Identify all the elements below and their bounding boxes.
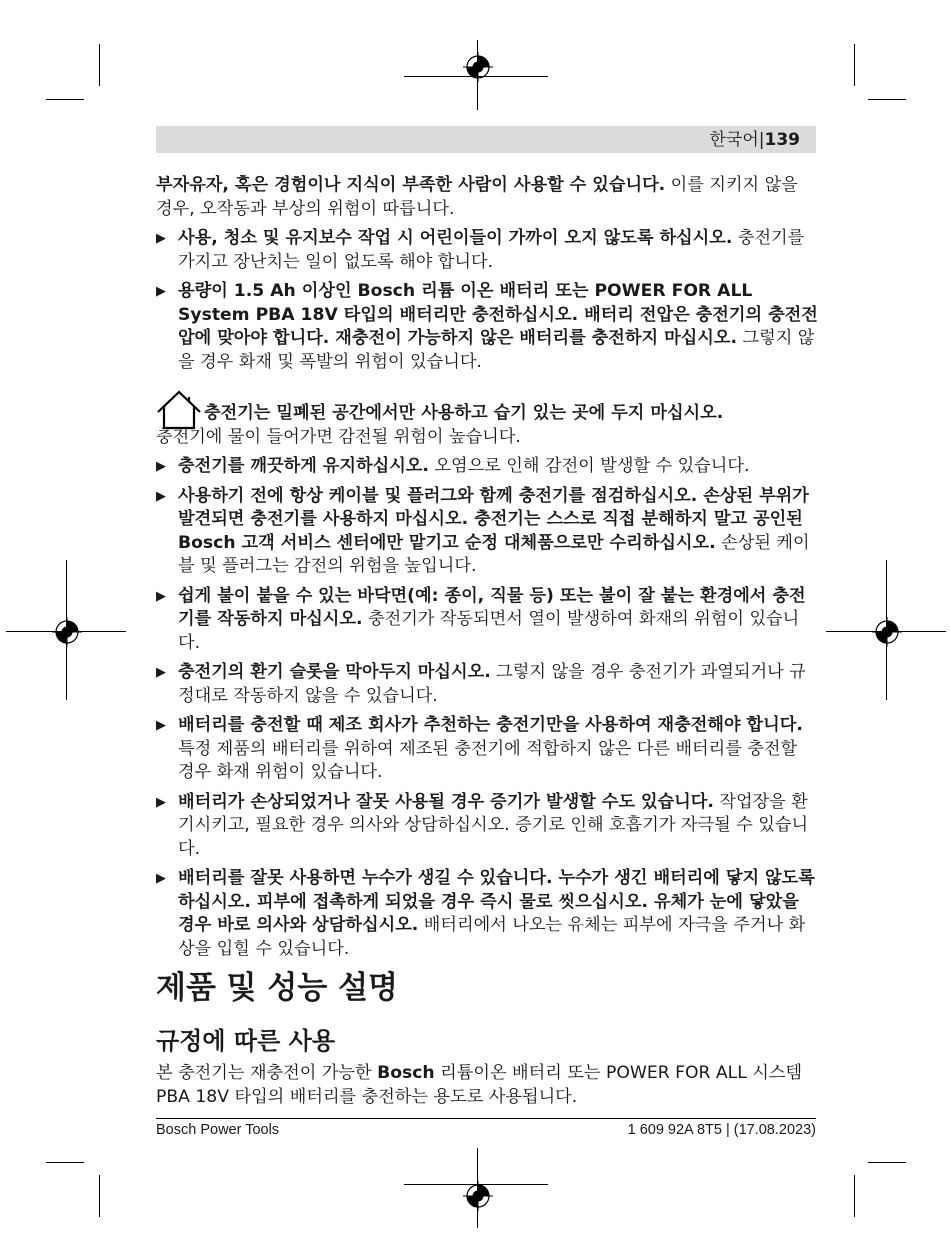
footer-doc-number: 1 609 92A 8T5 | (17.08.2023) <box>627 1122 816 1138</box>
registration-target-icon <box>463 52 493 82</box>
list-item-bold: 배터리가 손상되었거나 잘못 사용될 경우 증기가 발생할 수도 있습니다. <box>178 791 714 812</box>
header-language: 한국어 <box>709 130 759 150</box>
bullet-triangle-icon: ▶ <box>156 488 166 504</box>
list-item-bold: 사용, 청소 및 유지보수 작업 시 어린이들이 가까이 오지 않도록 하십시오. <box>178 228 733 248</box>
list-item <box>156 280 818 374</box>
bullet-triangle-icon: ▶ <box>156 794 166 810</box>
paragraph-text: 이를 지키지 않을 경우, 오작동과 부상의 위험이 따릅니다. <box>156 175 798 219</box>
bullet-triangle-icon: ▶ <box>156 588 166 604</box>
header-separator: | <box>758 130 765 150</box>
warning-bold: 충전기는 밀폐된 공간에서만 사용하고 습기 있는 곳에 두지 마십시오. <box>204 403 724 423</box>
list-item-bold: 충전기를 깨끗하게 유지하십시오. <box>178 456 429 476</box>
bullet-triangle-icon: ▶ <box>156 459 166 474</box>
list-item <box>156 227 818 274</box>
list-item-text: 작업장을 환기시키고, 필요한 경우 의사와 상담하십시오. 증기로 인해 호흡기가 자극될 수 있습니다. <box>178 791 809 859</box>
indoor-use-warning <box>156 402 818 449</box>
list-item-text: 손상된 케이블 및 플러그는 감전의 위험을 높입니다. <box>178 532 810 576</box>
list-item-text: 충전기가 작동되면서 열이 발생하여 화재의 위험이 있습니다. <box>178 609 800 653</box>
bullet-triangle-icon: ▶ <box>156 231 166 246</box>
bullet-triangle-icon: ▶ <box>156 665 166 680</box>
list-item <box>156 791 818 862</box>
list-item-text: 오염으로 인해 감전이 발생할 수 있습니다. <box>428 456 750 476</box>
registration-target-icon <box>52 617 82 647</box>
bullet-triangle-icon: ▶ <box>156 284 166 299</box>
list-item-text: 배터리에서 나오는 유체는 피부에 자극을 주거나 화상을 입힐 수 있습니다. <box>178 915 806 959</box>
registration-target-icon <box>463 1181 493 1211</box>
house-indoor-use-icon <box>156 390 202 434</box>
list-item-bold: 쉽게 불이 붙을 수 있는 바닥면(예: 종이, 직물 등) 또는 불이 잘 붙는 환경에서 충전기를 작동하지 마십시오. <box>178 585 806 629</box>
subsection-title: 규정에 따른 사용 <box>156 1027 335 1055</box>
footer-brand: Bosch Power Tools <box>156 1122 280 1138</box>
list-item <box>156 714 818 785</box>
list-item <box>156 455 818 479</box>
paragraph-bold: 부자유자, 혹은 경험이나 지식이 부족한 사람이 사용할 수 있습니다. <box>156 175 666 195</box>
list-item-bold: 배터리를 충전할 때 제조 회사가 추천하는 충전기만을 사용하여 재충전해야 합니다. <box>178 715 803 735</box>
list-item-bold: 용량이 1.5 Ah 이상인 Bosch 리튬 이온 배터리 또는 POWER FOR ALL System PBA 18V 타입의 배터리만 충전하십시오. 배터리 전압은 충전기의 충전전압에 맞아야 합니다. 재충전이 가능하지 않은 배터리를 충전하지 마십시오. <box>178 281 818 348</box>
bullet-triangle-icon: ▶ <box>156 718 166 733</box>
list-item <box>156 661 818 708</box>
list-item <box>156 867 818 961</box>
list-item <box>156 485 818 579</box>
section-title: 제품 및 성능 설명 <box>156 970 398 1006</box>
warning-text: 충전기에 물이 들어가면 감전될 위험이 높습니다. <box>156 426 521 447</box>
page-header <box>709 129 800 151</box>
intended-use-text: 본 충전기는 재충전이 가능한 Bosch 리튬이온 배터리 또는 POWER FOR ALL 시스템 PBA 18V 타입의 배터리를 충전하는 용도로 사용됩니다. <box>156 1063 803 1107</box>
list-item-text: 그렇지 않을 경우 충전기가 과열되거나 규정대로 작동하지 않을 수 있습니다. <box>178 662 806 706</box>
footer-divider <box>156 1118 816 1119</box>
page-number: 139 <box>764 130 800 150</box>
list-item-text: 충전기를 가지고 장난치는 일이 없도록 해야 합니다. <box>178 228 805 272</box>
brand-name: Bosch <box>377 1063 435 1083</box>
list-item-bold: 충전기의 환기 슬롯을 막아두지 마십시오. <box>178 662 491 682</box>
list-item-bold: 사용하기 전에 항상 케이블 및 플러그와 함께 충전기를 점검하십시오. 손상된 부위가 발견되면 충전기를 사용하지 마십시오. 충전기는 스스로 직접 분해하지 말고 공인된 Bosch 고객 서비스 센터에만 맡기고 순정 대체품으로만 수리하십시오. <box>178 485 809 553</box>
list-item-text: 그렇지 않을 경우 화재 및 폭발의 위험이 있습니다. <box>178 328 815 372</box>
list-item <box>156 585 818 656</box>
registration-target-icon <box>872 617 902 647</box>
list-item-bold: 배터리를 잘못 사용하면 누수가 생길 수 있습니다. 누수가 생긴 배터리에 닿지 않도록 하십시오. 피부에 접촉하게 되었을 경우 즉시 물로 씻으십시오. 유체가 눈에 닿았을 경우 바로 의사와 상담하십시오. <box>178 868 815 935</box>
paragraph-continued <box>156 174 818 221</box>
bullet-triangle-icon: ▶ <box>156 871 166 886</box>
list-item-text: 특정 제품의 배터리를 위하여 제조된 충전기에 적합하지 않은 다른 배터리를 충전할 경우 화재 위험이 있습니다. <box>178 738 798 782</box>
safety-instructions <box>156 174 818 961</box>
